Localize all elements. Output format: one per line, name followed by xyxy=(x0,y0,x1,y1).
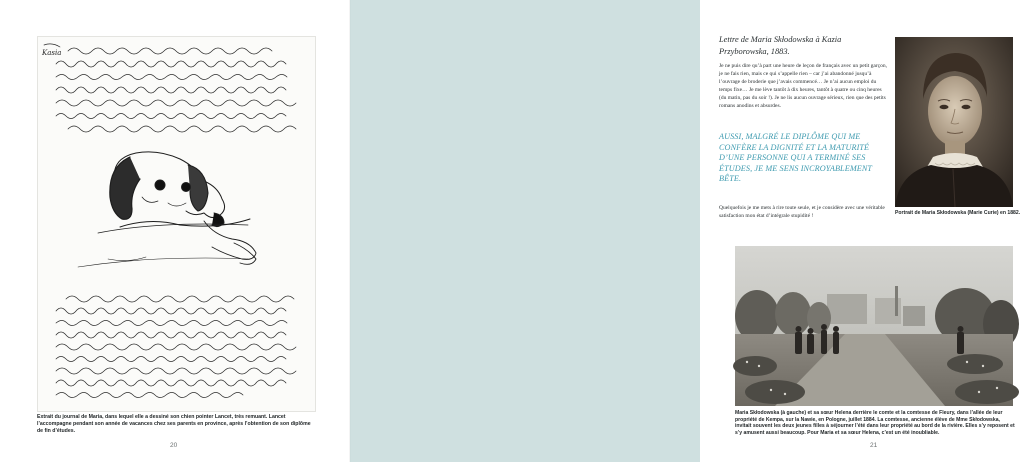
garden-photo xyxy=(735,246,1013,406)
pull-quote: AUSSI, MALGRÉ LE DIPLÔME QUI ME CONFÈRE LA DIGNITÉ ET LA MATURITÉ D’UNE PERSONNE QUI A TERMINÉ SES ÉTUDES, JE ME SENS INCROYABLEMENT BÊTE. xyxy=(719,132,872,183)
letter-title: Lettre de Maria Skłodowska à Kazia Przyborowska, 1883. xyxy=(719,35,842,56)
portrait-caption: Portrait de Maria Skłodowska (Marie Curie) en 1882. xyxy=(895,210,1021,216)
portrait-photo xyxy=(895,37,1013,207)
page-number-right: 21 xyxy=(870,442,878,449)
page-number-left: 20 xyxy=(170,442,178,449)
diary-handwriting-drawing xyxy=(38,37,317,413)
garden-illustration xyxy=(735,246,1013,406)
right-page xyxy=(350,0,1021,462)
letter-paragraph-2: Quelquefois je me mets à rire toute seule, et je considère avec une véritable satisfaction mon état d’intégrale stupidité ! xyxy=(719,205,885,219)
diary-caption: Extrait du journal de Maria, dans lequel elle a dessiné son chien pointer Lancet, très remuant. Lancet l’accompagne pendant son année de vacances chez ses parents en province, après l’obtention de son diplôme de fin d’études. xyxy=(37,414,311,434)
garden-photo-caption: Maria Skłodowska (à gauche) et sa sœur Helena derrière le comte et la comtesse de Fleury, dans l’allée de leur propriété de Kempa, sur la Nawie, en Pologne, juillet 1884. La comtesse, ancienne élève de Mme Skłodowska, invitait souvent les deux jeunes filles à séjourner l’été dans leur propriété au bord de la rivière. Elles s’y reposent et s’y amusent aussi beaucoup. Pour Maria et sa sœur Helena, c’est un été inoubliable. xyxy=(735,410,1015,436)
letter-paragraph-1: Je ne puis dire qu’à part une heure de leçon de français avec un petit garçon, je ne fais rien, mais ce qui s’appelle rien – car j’ai abandonné jusqu’à l’ouvrage de broderie que j’avais commencé… Je n’ai aucun emploi du temps fixe… Je me lève tantôt à dix heures, tantôt à quatre ou cinq heures (du matin, pas du soir !). Je ne lis aucun ouvrage sérieux, rien que des petits romans anodins et absurdes. xyxy=(719,63,887,109)
portrait-illustration xyxy=(895,37,1013,207)
marginal-note: Kasia xyxy=(42,49,62,57)
left-page xyxy=(0,0,350,462)
diary-manuscript-image xyxy=(37,36,316,412)
book-gutter xyxy=(349,0,351,462)
